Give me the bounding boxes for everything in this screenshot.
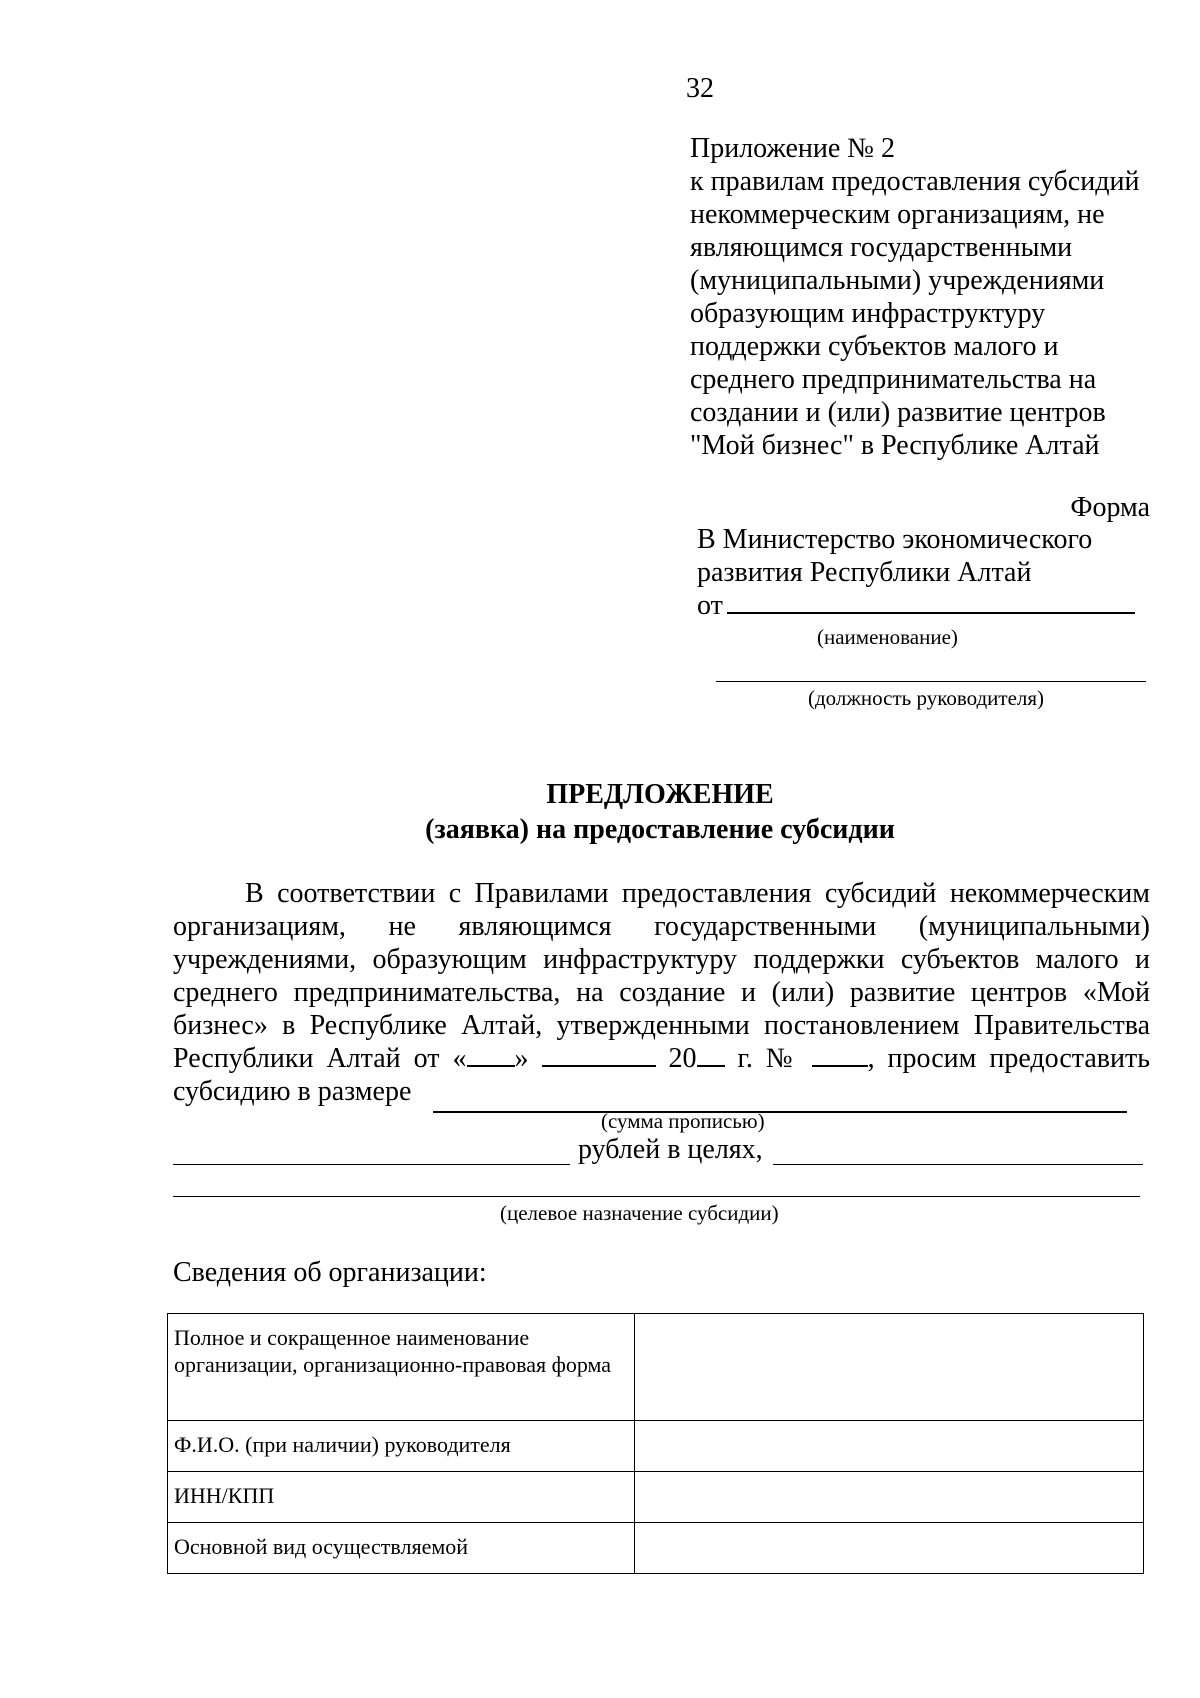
appendix-line: являющимся государственными	[690, 232, 1073, 263]
rubles-purpose-text: рублей в целях,	[578, 1134, 763, 1165]
caption-purpose: (целевое назначение субсидии)	[500, 1201, 779, 1225]
form-label: Форма	[1070, 492, 1150, 523]
caption-name: (наименование)	[817, 625, 958, 649]
rubles-amount-field[interactable]	[173, 1164, 570, 1165]
paragraph-line: среднего предпринимательства, на создание и (или) развитие центров «Мой	[173, 977, 1150, 1008]
table-cell-value[interactable]	[635, 1421, 1144, 1472]
table-cell-label: Ф.И.О. (при наличии) руководителя	[168, 1421, 635, 1472]
document-title: ПРЕДЛОЖЕНИЕ	[546, 779, 774, 810]
addressee-line: В Министерство экономического	[697, 524, 1093, 555]
document-subtitle: (заявка) на предоставление субсидии	[425, 814, 895, 845]
addressee-block	[697, 523, 1147, 622]
appendix-line: к правилам предоставления субсидий	[690, 166, 1140, 197]
caption-sum: (сумма прописью)	[601, 1109, 765, 1133]
decree-number-field[interactable]	[812, 1045, 868, 1067]
paragraph-line: учреждениями, образующим инфраструктуру поддержки субъектов малого и	[173, 944, 1150, 975]
appendix-line: создании и (или) развитие центров	[690, 397, 1106, 428]
table-cell-label: ИНН/КПП	[168, 1472, 635, 1523]
text-fragment: Республики Алтай от «	[173, 1043, 467, 1074]
table-row	[168, 1314, 1144, 1421]
text-fragment: »	[514, 1043, 529, 1074]
addressee-line: развития Республики Алтай	[697, 557, 1032, 588]
from-prefix: от	[697, 590, 723, 621]
head-position-field[interactable]	[716, 681, 1146, 682]
subsidy-amount-field[interactable]	[433, 1111, 1127, 1113]
organization-name-field[interactable]	[727, 590, 1135, 614]
year-field[interactable]	[697, 1045, 725, 1067]
text-fragment: 20	[668, 1043, 697, 1074]
paragraph-line: субсидию в размере	[173, 1076, 412, 1107]
caption-head-position: (должность руководителя)	[808, 686, 1045, 710]
month-field[interactable]	[542, 1045, 656, 1067]
paragraph-line: В соответствии с Правилами предоставления субсидий некоммерческим	[245, 878, 1150, 909]
table-cell-value[interactable]	[635, 1472, 1144, 1523]
appendix-line: некоммерческим организациям, не	[690, 199, 1105, 230]
table-cell-label: Основной вид осуществляемой	[168, 1523, 635, 1574]
purpose-field[interactable]	[773, 1164, 1143, 1165]
text-fragment: , просим предоставить	[867, 1043, 1151, 1074]
table-cell-value[interactable]	[635, 1523, 1144, 1574]
appendix-line: среднего предпринимательства на	[690, 364, 1097, 395]
addressee-from	[697, 589, 1147, 622]
text-fragment: г. №	[737, 1043, 799, 1074]
appendix-header	[690, 132, 1160, 462]
table-row	[168, 1472, 1144, 1523]
paragraph-line: организациям, не являющимся государственными (муниципальными)	[173, 911, 1150, 942]
appendix-line: (муниципальными) учреждениями	[690, 265, 1105, 296]
table-cell-label: Полное и сокращенное наименование организации, организационно-правовая форма	[168, 1314, 635, 1421]
appendix-line: Приложение № 2	[690, 133, 895, 164]
section-title: Сведения об организации:	[173, 1257, 487, 1288]
purpose-field-continued[interactable]	[173, 1196, 1140, 1197]
page-number: 32	[686, 73, 714, 104]
appendix-line: образующим инфраструктуру	[690, 298, 1046, 329]
paragraph-line: бизнес» в Республике Алтай, утвержденными постановлением Правительства	[173, 1010, 1150, 1041]
day-field[interactable]	[467, 1045, 515, 1067]
table-row	[168, 1421, 1144, 1472]
request-paragraph	[173, 877, 1150, 1108]
paragraph-line-dates	[173, 1042, 1150, 1075]
appendix-line: "Мой бизнес" в Республике Алтай	[690, 430, 1100, 461]
table-row	[168, 1523, 1144, 1574]
appendix-line: поддержки субъектов малого и	[690, 331, 1059, 362]
organization-info-table	[167, 1313, 1144, 1574]
table-cell-value[interactable]	[635, 1314, 1144, 1421]
